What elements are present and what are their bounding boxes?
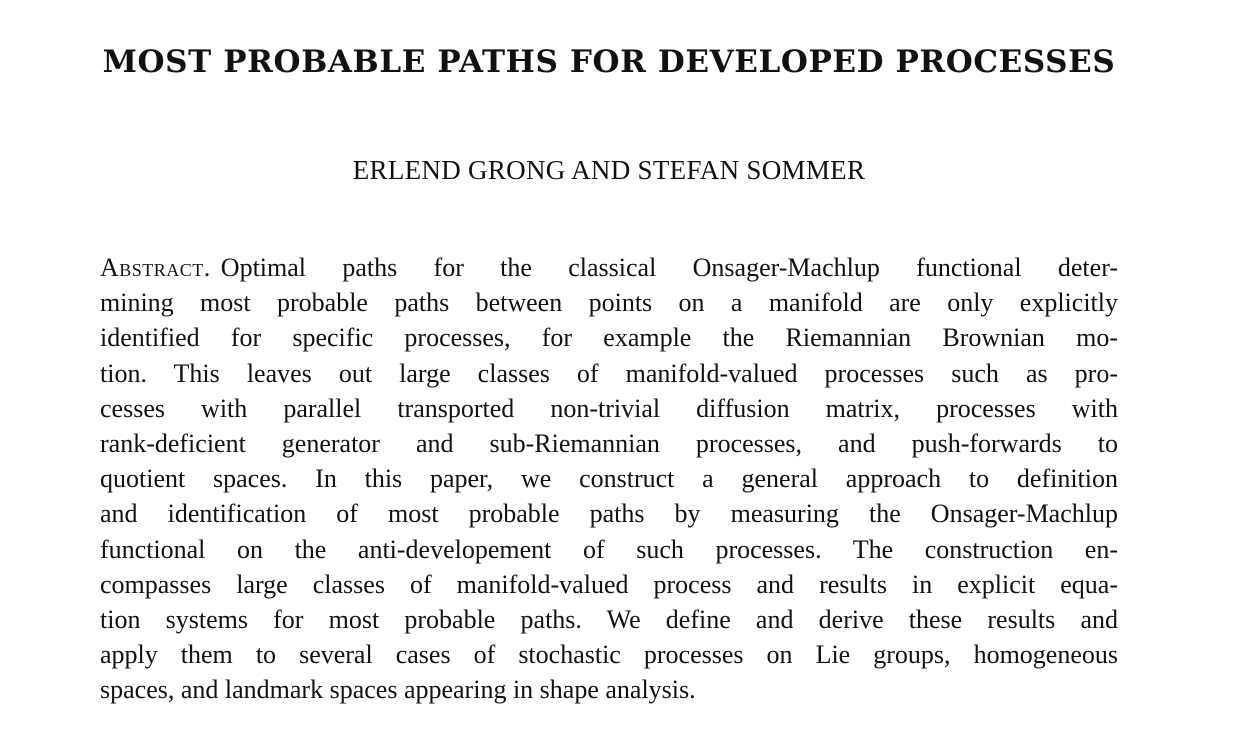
abstract-label: Abstract. bbox=[100, 253, 211, 282]
abstract-line: cesses with parallel transported non-trivial diffusion matrix, processes with bbox=[100, 393, 1118, 423]
abstract-line: tion systems for most probable paths. We define and derive these results and bbox=[100, 604, 1118, 634]
abstract-line: apply them to several cases of stochastic processes on Lie groups, homogeneous bbox=[100, 640, 1118, 670]
abstract-line: spaces, and landmark spaces appearing in shape analysis. bbox=[100, 675, 696, 705]
abstract-line bbox=[100, 250, 1118, 285]
abstract-line-text: Optimal paths for the classical Onsager-Machlup functional deter- bbox=[220, 253, 1118, 282]
abstract-line: mining most probable paths between points on a manifold are only explicitly bbox=[100, 288, 1118, 318]
abstract-line: rank-deficient generator and sub-Riemannian processes, and push-forwards to bbox=[100, 428, 1118, 458]
abstract-line: compasses large classes of manifold-valued process and results in explicit equa- bbox=[100, 569, 1118, 599]
paper-authors: ERLEND GRONG AND STEFAN SOMMER bbox=[352, 155, 866, 185]
abstract bbox=[100, 250, 1118, 707]
abstract-line: and identification of most probable paths by measuring the Onsager-Machlup bbox=[100, 499, 1118, 529]
abstract-line: functional on the anti-developement of such processes. The construction en- bbox=[100, 534, 1118, 564]
abstract-line: quotient spaces. In this paper, we construct a general approach to definition bbox=[100, 464, 1118, 494]
paper-title: MOST PROBABLE PATHS FOR DEVELOPED PROCESSES bbox=[102, 44, 1116, 80]
abstract-line: identified for specific processes, for example the Riemannian Brownian mo- bbox=[100, 323, 1118, 353]
abstract-line: tion. This leaves out large classes of manifold-valued processes such as pro- bbox=[100, 358, 1118, 388]
